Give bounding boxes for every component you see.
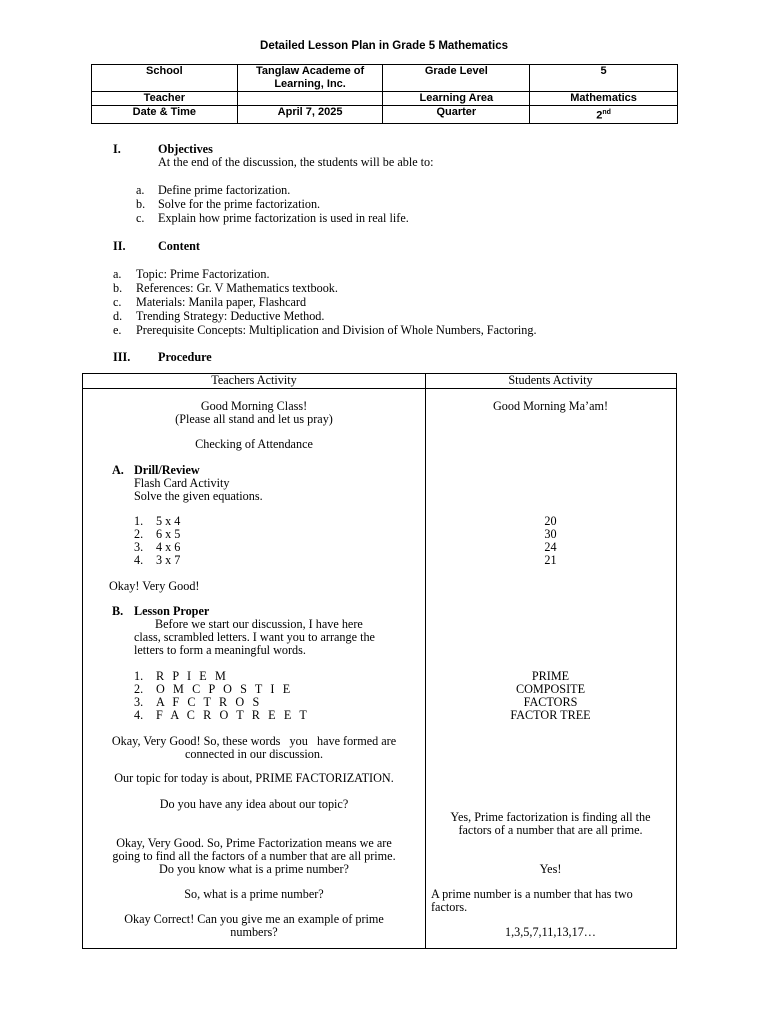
school-value: Tanglaw Academe of Learning, Inc. [237,65,383,92]
objectives-heading: Objectives [158,142,213,156]
procedure-numeral: III. [113,350,131,364]
scrambled-answer: FACTORS [523,695,578,709]
content-letter: a. [113,267,122,281]
words-formed-1: Okay, Very Good! So, these words you have formed are [111,734,397,748]
teacher-label: Teacher [92,92,238,106]
drill-answer: 21 [544,553,557,567]
scrambled-word: F A C R O T R E E T [156,708,310,722]
example-question-1: Okay Correct! Can you give me an example of prime [124,912,384,926]
example-question-2: numbers? [230,925,278,939]
content-letter: b. [113,281,123,295]
drill-item-num: 2. [134,527,144,541]
objective-letter: b. [136,197,146,211]
drill-item-num: 4. [134,553,144,567]
content-item: Topic: Prime Factorization. [136,267,270,281]
drill-answer: 24 [544,540,557,554]
objectives-numeral: I. [113,142,121,156]
column-divider [425,374,426,948]
scrambled-word: A F C T R O S [156,695,262,709]
date-value: April 7, 2025 [237,106,383,124]
student-example: 1,3,5,7,11,13,17… [505,925,596,939]
student-prime-1: A prime number is a number that has two [431,887,633,901]
header-divider [83,388,676,389]
scrambled-answer: FACTOR TREE [510,708,591,722]
info-table [91,64,678,124]
objective-letter: a. [136,183,145,197]
lesson-intro-3: letters to form a meaningful words. [134,643,306,657]
objectives-intro: At the end of the discussion, the students will be able to: [158,155,434,169]
content-letter: c. [113,295,122,309]
teacher-attendance: Checking of Attendance [195,437,313,451]
student-greeting: Good Morning Ma’am! [492,399,609,413]
student-yes: Yes! [539,862,562,876]
means-2: going to find all the factors of a number that are all prime. [112,849,396,863]
scrambled-num: 2. [134,682,144,696]
area-value: Mathematics [530,92,678,106]
teacher-very-good: Okay! Very Good! [109,579,200,593]
drill-item: 6 x 5 [156,527,181,541]
scrambled-num: 3. [134,695,144,709]
drill-instruction: Solve the given equations. [134,489,263,503]
content-item: Trending Strategy: Deductive Method. [136,309,325,323]
lesson-letter: B. [112,604,124,618]
scrambled-num: 4. [134,708,144,722]
grade-label: Grade Level [383,65,530,92]
content-letter: e. [113,323,122,337]
scrambled-answer: COMPOSITE [515,682,586,696]
content-item: References: Gr. V Mathematics textbook. [136,281,338,295]
drill-item-num: 3. [134,540,144,554]
drill-item: 5 x 4 [156,514,181,528]
means-1: Okay, Very Good. So, Prime Factorization means we are [116,836,392,850]
student-prime-2: factors. [431,900,468,914]
student-idea-1: Yes, Prime factorization is finding all the [450,810,651,824]
lesson-intro-1: Before we start our discussion, I have here [155,617,363,631]
procedure-table [82,373,677,949]
drill-activity: Flash Card Activity [134,476,230,490]
objective-item: Define prime factorization. [158,183,291,197]
content-item: Prerequisite Concepts: Multiplication and Division of Whole Numbers, Factoring. [136,323,537,337]
drill-item-num: 1. [134,514,144,528]
topic-line: Our topic for today is about, PRIME FACTORIZATION. [114,771,394,785]
drill-letter: A. [112,463,124,477]
drill-answer: 30 [544,527,557,541]
quarter-value: 2nd [530,106,678,124]
student-activity-header: Students Activity [508,373,593,387]
words-formed-2: connected in our discussion. [184,747,324,761]
what-prime-question: So, what is a prime number? [184,887,324,901]
scrambled-word: R P I E M [156,669,229,683]
student-idea-2: factors of a number that are all prime. [458,823,643,837]
scrambled-answer: PRIME [531,669,570,683]
means-3: Do you know what is a prime number? [159,862,349,876]
drill-heading: Drill/Review [134,463,200,477]
scrambled-num: 1. [134,669,144,683]
scrambled-word: O M C P O S T I E [156,682,293,696]
lesson-heading: Lesson Proper [134,604,210,618]
lesson-intro-2: class, scrambled letters. I want you to arrange the [134,630,375,644]
drill-item: 3 x 7 [156,553,181,567]
grade-value: 5 [530,65,678,92]
teacher-value [237,92,383,106]
objective-item: Solve for the prime factorization. [158,197,321,211]
content-letter: d. [113,309,123,323]
procedure-heading: Procedure [158,350,212,364]
content-numeral: II. [113,239,126,253]
page-title: Detailed Lesson Plan in Grade 5 Mathematics [260,40,508,52]
drill-item: 4 x 6 [156,540,181,554]
school-label: School [92,65,238,92]
drill-answer: 20 [544,514,557,528]
date-label: Date & Time [92,106,238,124]
teacher-pray: (Please all stand and let us pray) [175,412,333,426]
content-item: Materials: Manila paper, Flashcard [136,295,307,309]
content-heading: Content [158,239,200,253]
any-idea-question: Do you have any idea about our topic? [159,797,349,811]
objective-letter: c. [136,211,145,225]
quarter-label: Quarter [383,106,530,124]
teacher-greeting: Good Morning Class! [200,399,308,413]
teacher-activity-header: Teachers Activity [211,373,297,387]
area-label: Learning Area [383,92,530,106]
objective-item: Explain how prime factorization is used in real life. [158,211,409,225]
